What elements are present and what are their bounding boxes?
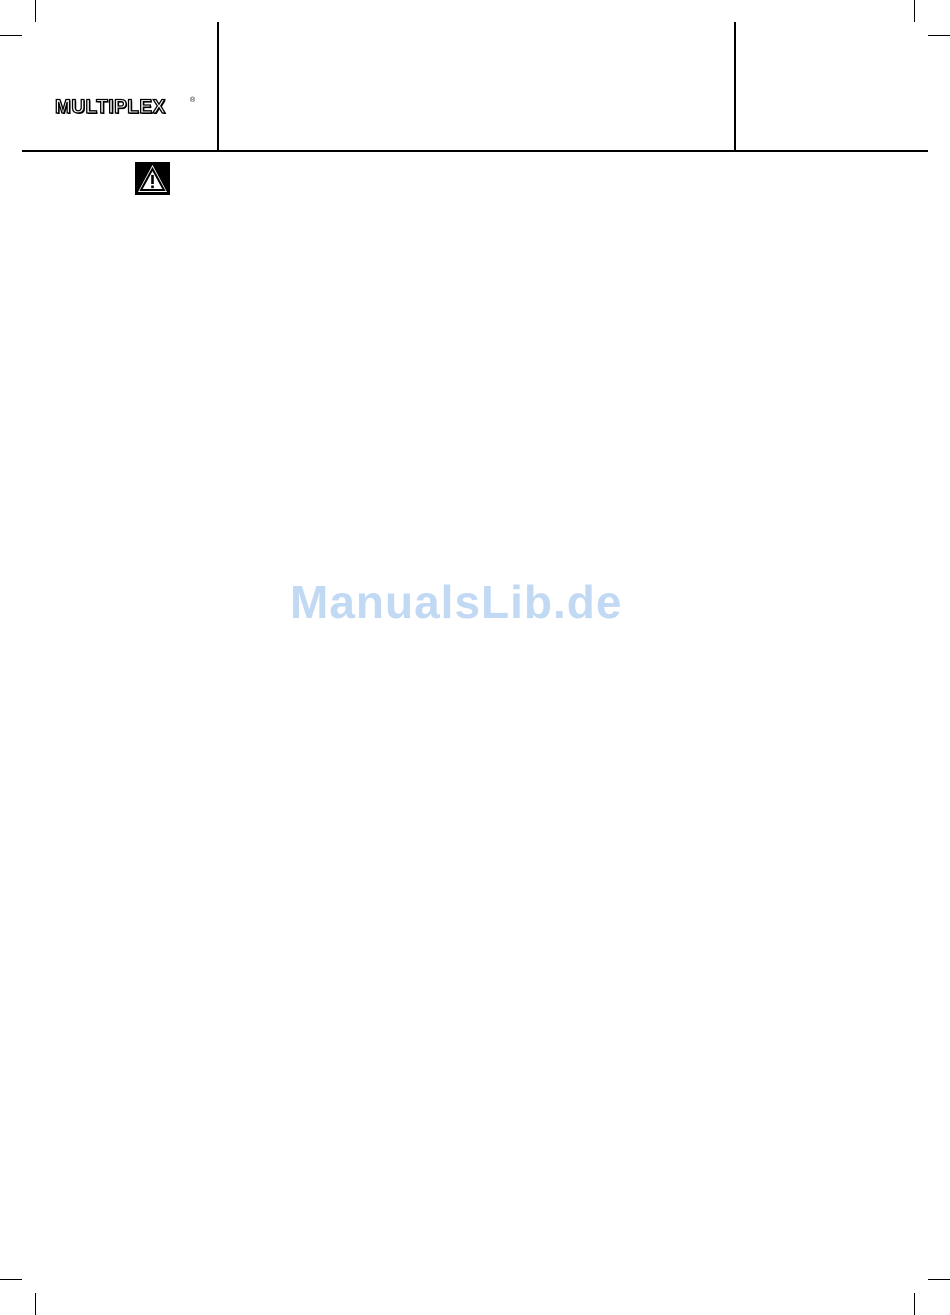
logo-registered-mark: ® bbox=[190, 97, 196, 104]
brand-logo: MULTIPLEX bbox=[55, 97, 166, 118]
watermark: ManualsLib.de bbox=[290, 576, 623, 628]
